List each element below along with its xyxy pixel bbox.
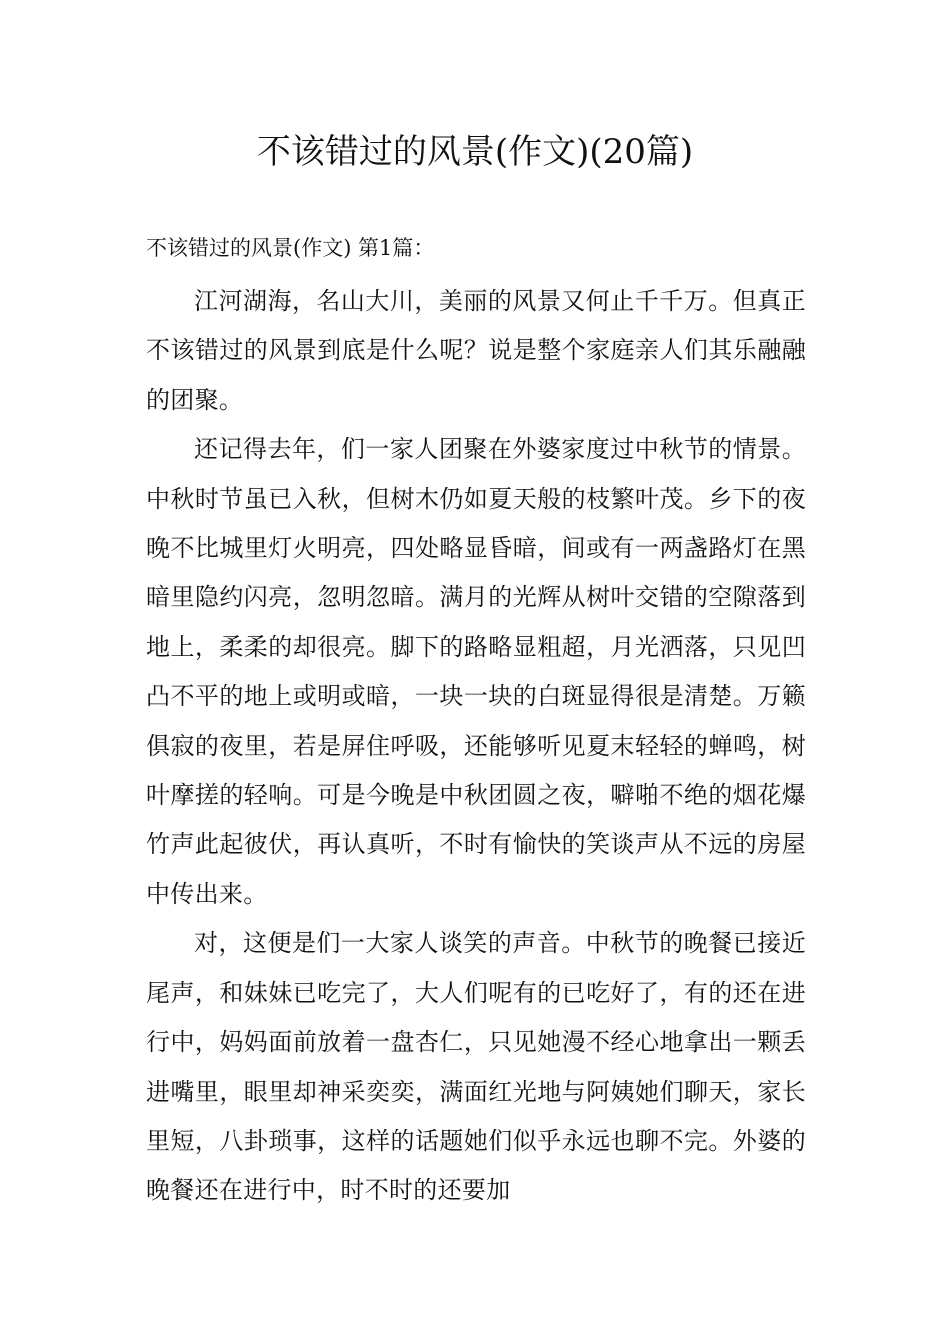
body-paragraph: 江河湖海，名山大川，美丽的风景又何止千千万。但真正不该错过的风景到底是什么呢？说是整个家庭亲人们其乐融融的团聚。 (146, 287, 806, 414)
document-body (146, 277, 806, 1216)
body-paragraph: 还记得去年，们一家人团聚在外婆家度过中秋节的情景。中秋时节虽已入秋，但树木仍如夏天般的枝繁叶茂。乡下的夜晚不比城里灯火明亮，四处略显昏暗，间或有一两盏路灯在黑暗里隐约闪亮，忽明忽暗。满月的光辉从树叶交错的空隙落到地上，柔柔的却很亮。脚下的路略显粗超，月光洒落，只见凹凸不平的地上或明或暗，一块一块的白斑显得很是清楚。万籁俱寂的夜里，若是屏住呼吸，还能够听见夏末轻轻的蝉鸣，树叶摩搓的轻响。可是今晚是中秋团圆之夜，噼啪不绝的烟花爆竹声此起彼伏，再认真听，不时有愉快的笑谈声从不远的房屋中传出来。 (146, 435, 806, 908)
section-heading: 不该错过的风景(作文) 第1篇： (146, 236, 435, 260)
body-paragraph: 对，这便是们一大家人谈笑的声音。中秋节的晚餐已接近尾声，和妹妹已吃完了，大人们呢有的已吃好了，有的还在进行中，妈妈面前放着一盘杏仁，只见她漫不经心地拿出一颗丢进嘴里，眼里却神采奕奕，满面红光地与阿姨她们聊天，家长里短，八卦琐事，这样的话题她们似乎永远也聊不完。外婆的晚餐还在进行中，时不时的还要加 (146, 929, 806, 1205)
document-title: 不该错过的风景(作文)(20篇) (256, 132, 694, 172)
